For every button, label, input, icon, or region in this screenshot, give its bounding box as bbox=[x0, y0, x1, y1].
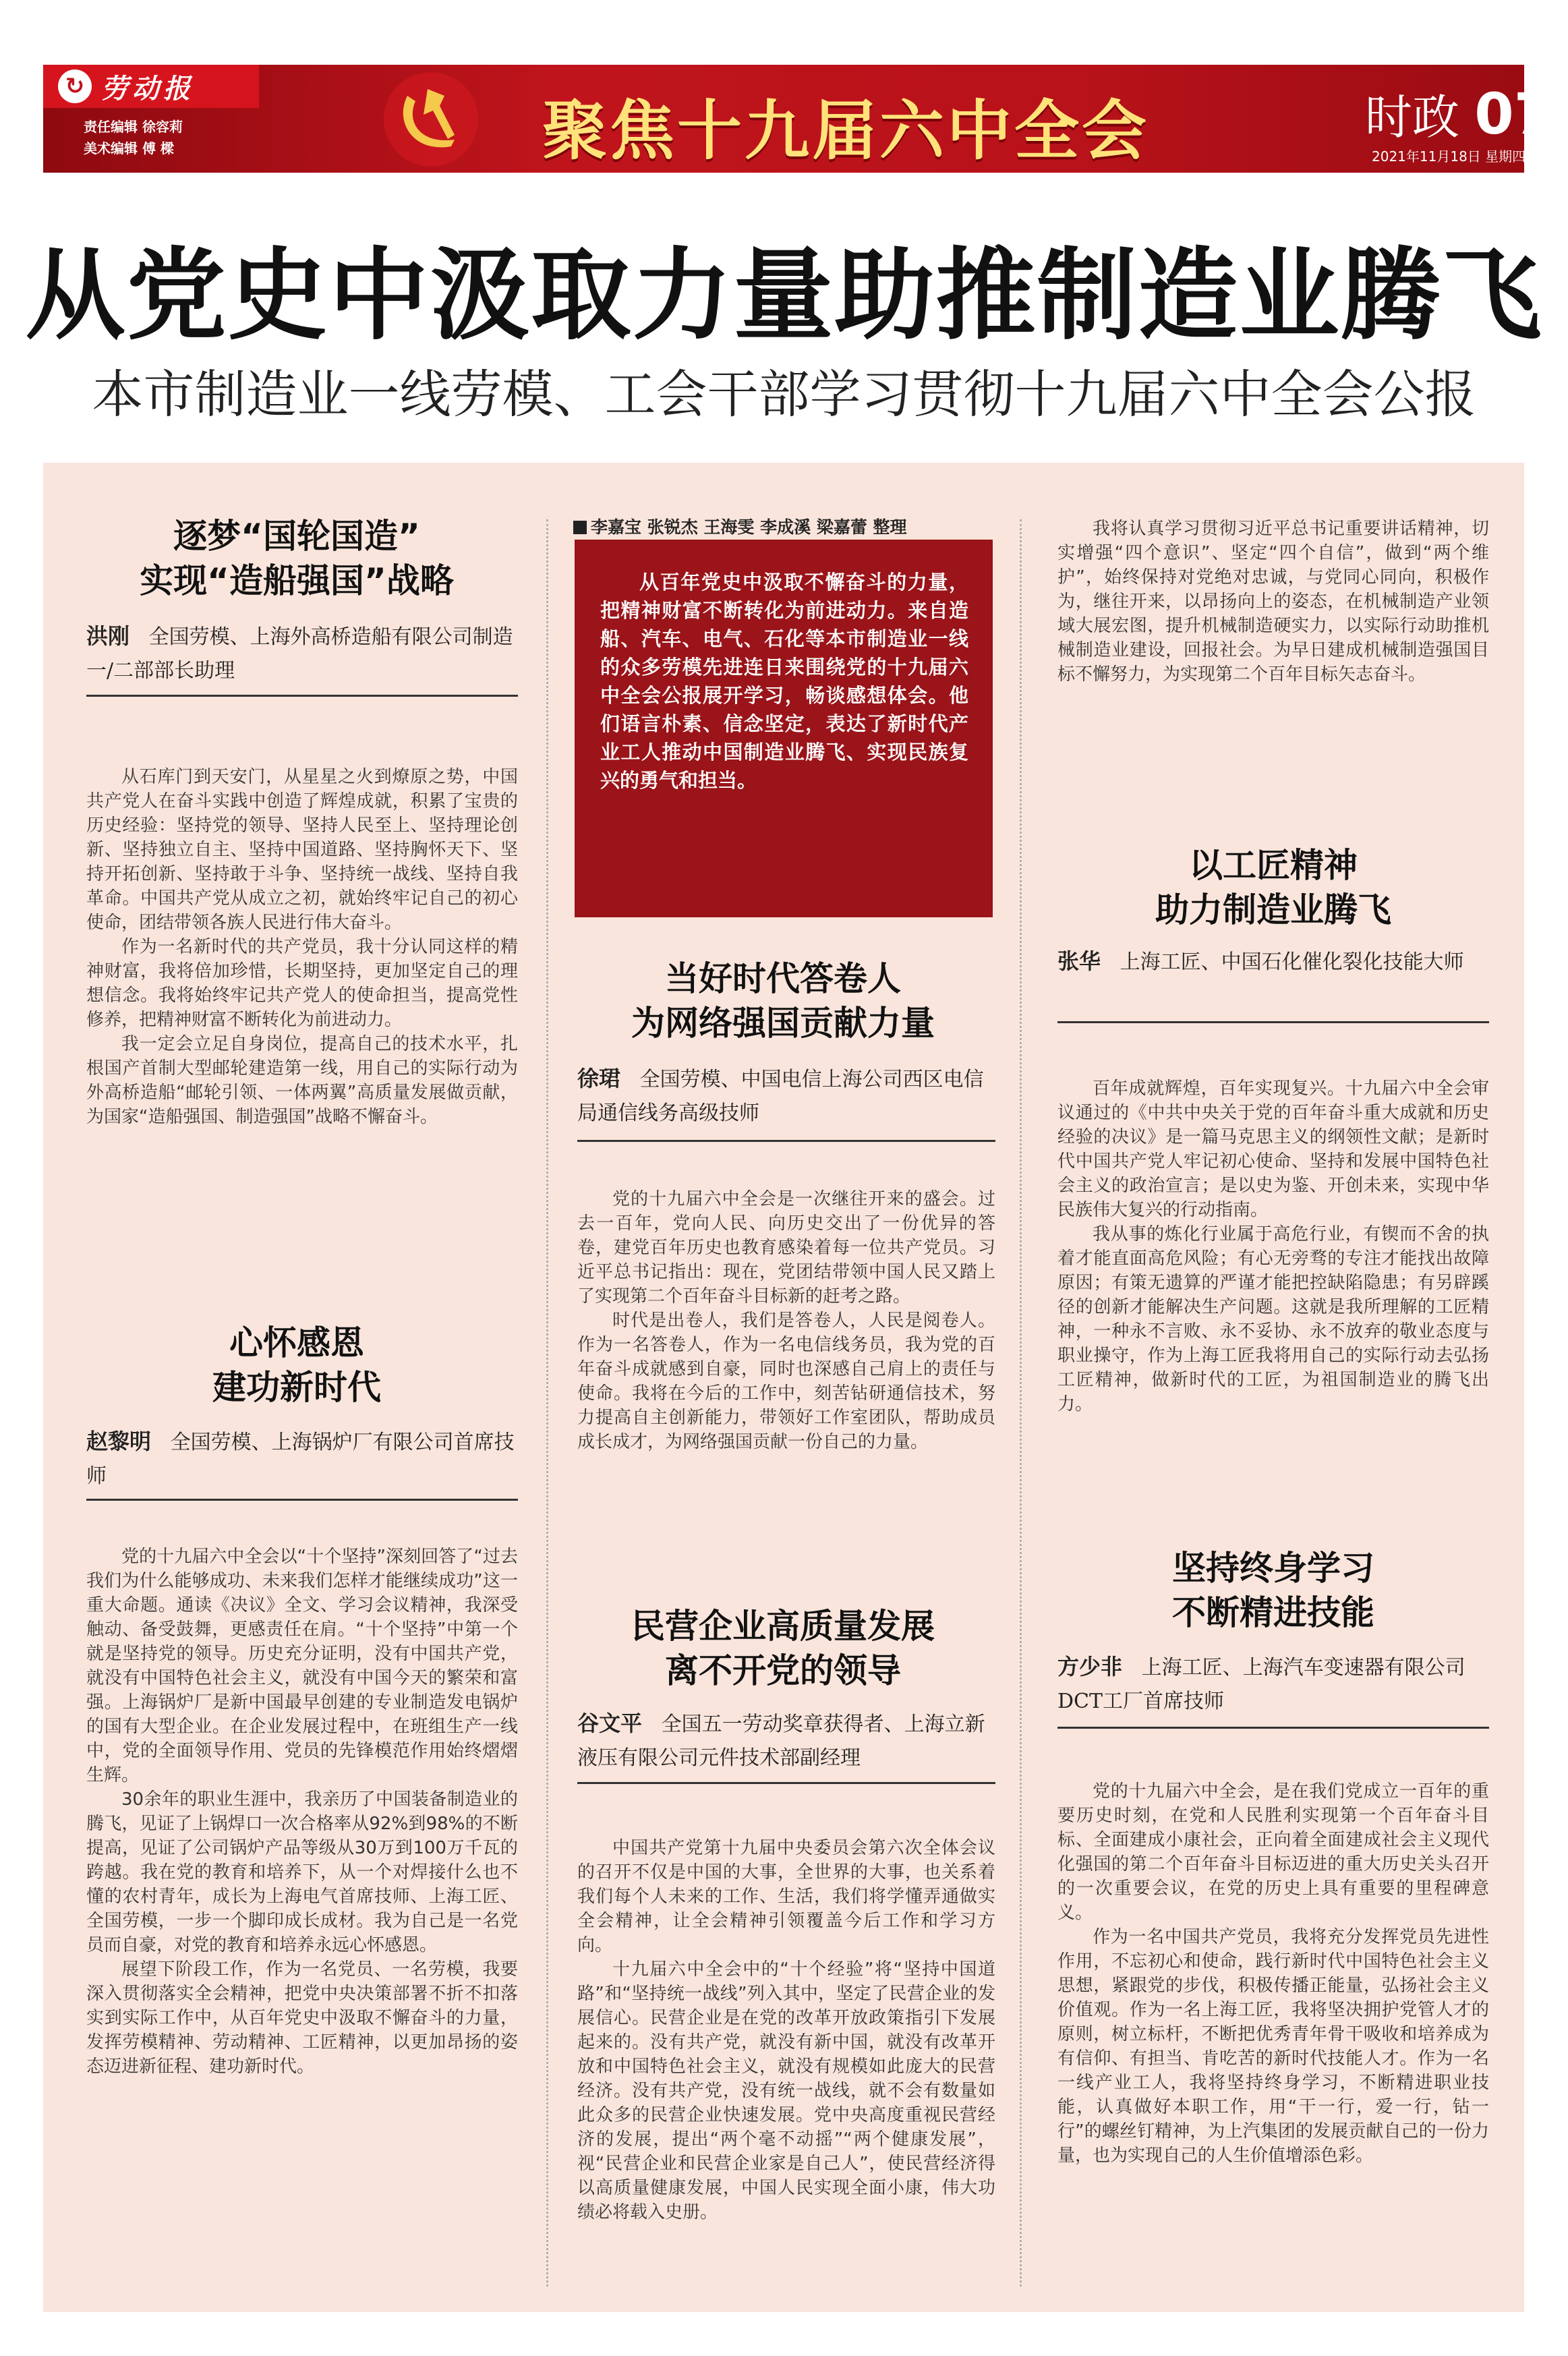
paragraph: 百年成就辉煌，百年实现复兴。十九届六中全会审议通过的《中共中央关于党的百年奋斗重大成就和历史经验的决议》是一篇马克思主义的纲领性文献；是新时代中国共产党人牢记初心使命、坚持和发展中国特色社会主义的政治宣言；是以史为鉴、开创未来，实现中华民族伟大复兴的行动指南。 bbox=[1057, 1079, 1489, 1220]
article-body bbox=[577, 1836, 995, 2224]
author-name: 张华 bbox=[1057, 948, 1101, 974]
author-title: 全国劳模、中国电信上海公司西区电信局通信线务高级技师 bbox=[577, 1068, 984, 1125]
article-byline bbox=[577, 1706, 995, 1775]
byline-rule bbox=[577, 1782, 995, 1784]
article-title: 以工匠精神 助力制造业腾飞 bbox=[1155, 846, 1391, 929]
paragraph: 时代是出卷人，我们是答卷人，人民是阅卷人。作为一名答卷人，作为一名电信线务员，我为党的百年奋斗成就感到自豪，同时也深感自己肩上的责任与使命。我将在今后的工作中，刻苦钻研通信技术，努力提高自主创新能力，带领好工作室团队，帮助成员成长成才，为网络强国贡献一份自己的力量。 bbox=[577, 1311, 995, 1452]
logo-icon: ↻ bbox=[58, 69, 92, 103]
paragraph: 十九届六中全会中的“十个经验”将“坚持中国道路”和“坚持统一战线”列入其中，坚定了民营企业的发展信心。民营企业是在党的改革开放政策指引下发展起来的。没有共产党，就没有新中国，就没有改革开放和中国特色社会主义，就没有规模如此庞大的民营经济。没有共产党，没有统一战线，就不会有数量如此众多的民营企业快速发展。党中央高度重视民营经济的发展，提出“两个毫不动摇”“两个健康发展”，视“民营企业和民营企业家是自己人”，使民营经济得以高质量健康发展，中国人民实现全面小康，伟大功绩必将载入史册。 bbox=[577, 1959, 995, 2222]
author-name: 洪刚 bbox=[86, 623, 130, 649]
section-label bbox=[1365, 80, 1553, 148]
paragraph: 我一定会立足自身岗位，提高自己的技术水平，扎根国产首制大型邮轮建造第一线，用自己的实际行动为外高桥造船“邮轮引领、一体两翼”高质量发展做贡献，为国家“造船强国、制造强国”战略不懈奋斗。 bbox=[86, 1034, 518, 1127]
paragraph: 我将认真学习贯彻习近平总书记重要讲话精神，切实增强“四个意识”、坚定“四个自信”，做到“两个维护”，始终保持对党绝对忠诚，与党同心同向，积极作为，继往开来，以昂扬向上的姿态，在机械制造产业领域大展宏图，提升机械制造硬实力，以实际行动助推机械制造业建设，回报社会。为早日建成机械制造强国目标不懈努力，为实现第二个百年目标矢志奋斗。 bbox=[1057, 519, 1489, 685]
article-title: 民营企业高质量发展 离不开党的领导 bbox=[631, 1607, 935, 1690]
issue-date: 2021年11月18日 星期四 bbox=[1372, 148, 1526, 165]
logo-row bbox=[43, 65, 259, 108]
bullet-square-icon bbox=[573, 521, 587, 534]
paragraph: 展望下阶段工作，作为一名党员、一名劳模，我要深入贯彻落实全会精神，把党中央决策部署不折不扣落实到实际工作中，从百年党史中汲取不懈奋斗的力量，发挥劳模精神、劳动精神、工匠精神，以更加昂扬的姿态迈进新征程、建功新时代。 bbox=[86, 1959, 518, 2077]
masthead-banner bbox=[43, 65, 1554, 173]
article-title: 逐梦“国轮国造” 实现“造船强国”战略 bbox=[140, 517, 454, 600]
author-title: 全国劳模、上海锅炉厂有限公司首席技师 bbox=[86, 1431, 515, 1488]
article-body-continued bbox=[1057, 517, 1489, 687]
byline-rule bbox=[86, 695, 518, 697]
banner-title: 聚焦十九届六中全会 bbox=[542, 93, 1149, 169]
article-body bbox=[577, 1187, 995, 1454]
article-title: 坚持终身学习 不断精进技能 bbox=[1172, 1549, 1374, 1632]
author-name: 赵黎明 bbox=[86, 1429, 152, 1454]
paragraph: 我从事的炼化行业属于高危行业，有锲而不舍的执着才能直面高危风险；有心无旁骛的专注才能找出故障原因；有策无遗算的严谨才能把控缺陷隐患；有另辟蹊径的创新才能解决生产问题。这就是我所理解的工匠精神，一种永不言败、永不妥协、永不放弃的敬业态度与职业操守，作为上海工匠我将用自己的实际行动去弘扬工匠精神，做新时代的工匠，为祖国制造业的腾飞出力。 bbox=[1057, 1224, 1489, 1414]
author-title: 上海工匠、上海汽车变速器有限公司DCT工厂首席技师 bbox=[1057, 1656, 1465, 1713]
article-byline bbox=[1057, 1650, 1489, 1719]
byline-rule bbox=[86, 1499, 518, 1501]
byline-rule bbox=[1057, 1021, 1489, 1023]
author-name: 谷文平 bbox=[577, 1711, 643, 1736]
paragraph: 党的十九届六中全会以“十个坚持”深刻回答了“过去我们为什么能够成功、未来我们怎样才能继续成功”这一重大命题。通读《决议》全文、学习会议精神，我深受触动、备受鼓舞，更感责任在肩。“十个坚持”中第一个就是坚持党的领导。历史充分证明，没有中国共产党，就没有中国特色社会主义，就没有中国今天的繁荣和富强。上海锅炉厂是新中国最早创建的专业制造发电锅炉的国有大型企业。在企业发展过程中，在班组生产一线中，党的全面领导作用、党员的先锋模范作用始终熠熠生辉。 bbox=[86, 1547, 518, 1785]
author-title: 全国劳模、上海外高桥造船有限公司制造一/二部部长助理 bbox=[86, 625, 513, 683]
paper-name: 劳动报 bbox=[101, 72, 194, 105]
article-title: 当好时代答卷人 为网络强国贡献力量 bbox=[631, 959, 935, 1043]
author-title: 上海工匠、中国石化催化裂化技能大师 bbox=[1120, 950, 1464, 974]
summary-text: 从百年党史中汲取不懈奋斗的力量，把精神财富不断转化为前进动力。来自造船、汽车、电气、石化等本市制造业一线的众多劳模先进连日来围绕党的十九届六中全会公报展开学习，畅谈感想体会。他们语言朴素、信念坚定，表达了新时代产业工人推动中国制造业腾飞、实现民族复兴的勇气和担当。 bbox=[600, 571, 968, 792]
editor-line-2: 美术编辑 傅 樑 bbox=[84, 140, 174, 156]
column-divider bbox=[1020, 519, 1022, 2287]
article-byline bbox=[86, 619, 518, 688]
article-body bbox=[1057, 1779, 1489, 2168]
page-subheadline: 本市制造业一线劳模、工会干部学习贯彻十九届六中全会公报 bbox=[92, 364, 1476, 424]
editor-line-1: 责任编辑 徐容莉 bbox=[84, 119, 183, 135]
party-emblem-icon bbox=[380, 69, 482, 170]
byline-rule bbox=[577, 1140, 995, 1142]
paragraph: 作为一名中国共产党员，我将充分发挥党员先进性作用，不忘初心和使命，践行新时代中国特色社会主义思想，紧跟党的步伐，积极传播正能量，弘扬社会主义价值观。作为一名上海工匠，我将坚决拥护党管人才的原则，树立标杆，不断把优秀青年骨干吸收和培养成为有信仰、有担当、肯吃苦的新时代技能人才。作为一名一线产业工人，我将坚持终身学习，不断精进职业技能，认真做好本职工作，用“干一行，爱一行，钻一行”的螺丝钉精神，为上汽集团的发展贡献自己的一份力量，也为实现自己的人生价值增添色彩。 bbox=[1057, 1927, 1489, 2166]
paragraph: 从石库门到天安门，从星星之火到燎原之势，中国共产党人在奋斗实践中创造了辉煌成就，积累了宝贵的历史经验：坚持党的领导、坚持人民至上、坚持理论创新、坚持独立自主、坚持中国道路、坚持胸怀天下、坚持开拓创新、坚持敢于斗争、坚持统一战线、坚持自我革命。中国共产党从成立之初，就始终牢记自己的初心使命，团结带领各族人民进行伟大奋斗。 bbox=[86, 767, 518, 933]
article-byline bbox=[1057, 944, 1489, 979]
article-byline bbox=[86, 1425, 518, 1493]
article-byline bbox=[577, 1062, 995, 1130]
paragraph: 党的十九届六中全会，是在我们党成立一百年的重要历史时刻，在党和人民胜利实现第一个百年奋斗目标、全面建成小康社会，正向着全面建成社会主义现代化强国的第二个百年奋斗目标迈进的重大历史关头召开的一次重要会议，在党的历史上具有重要的里程碑意义。 bbox=[1057, 1781, 1489, 1923]
author-name: 徐珺 bbox=[577, 1066, 621, 1091]
column-divider bbox=[546, 519, 548, 2287]
paragraph: 30余年的职业生涯中，我亲历了中国装备制造业的腾飞，见证了上锅焊口一次合格率从92%到98%的不断提高，见证了公司锅炉产品等级从30万到100万千瓦的跨越。我在党的教育和培养下，从一个对焊接什么也不懂的农村青年，成长为上海电气首席技师、上海工匠、全国劳模，一步一个脚印成长成材。我为自己是一名党员而自豪，对党的教育和培养永远心怀感恩。 bbox=[86, 1789, 518, 1955]
compiled-by-credit: 李嘉宝 张锐杰 王海雯 李成溪 梁嘉蕾 整理 bbox=[573, 514, 907, 538]
author-name: 方少非 bbox=[1057, 1654, 1123, 1679]
paragraph: 作为一名新时代的共产党员，我十分认同这样的精神财富，我将倍加珍惜，长期坚持，更加坚定自己的理想信念。我将始终牢记共产党人的使命担当，提高党性修养，把精神财富不断转化为前进动力。 bbox=[86, 937, 518, 1030]
byline-rule bbox=[1057, 1727, 1489, 1729]
page-headline: 从党史中汲取力量助推制造业腾飞 bbox=[25, 236, 1543, 353]
article-body bbox=[86, 1545, 518, 2079]
paragraph: 党的十九届六中全会是一次继往开来的盛会。过去一百年，党向人民、向历史交出了一份优异的答卷，建党百年历史也教育感染着每一位共产党员。习近平总书记指出：现在，党团结带领中国人民又踏上了实现第二个百年奋斗目标新的赶考之路。 bbox=[577, 1189, 995, 1306]
paragraph: 中国共产党第十九届中央委员会第六次全体会议的召开不仅是中国的大事，全世界的大事，也关系着我们每个人未来的工作、生活，我们将学懂弄通做实全会精神，让全会精神引领覆盖今后工作和学习方向。 bbox=[577, 1838, 995, 1955]
page-number: 07 bbox=[1474, 81, 1554, 147]
newspaper-logo-block bbox=[43, 65, 259, 173]
article-title: 心怀感恩 建功新时代 bbox=[212, 1323, 381, 1407]
article-body bbox=[1057, 1076, 1489, 1416]
article-body bbox=[86, 765, 518, 1129]
editors-credit bbox=[84, 116, 183, 159]
author-title: 全国五一劳动奖章获得者、上海立新液压有限公司元件技术部副经理 bbox=[577, 1713, 985, 1770]
section-name: 时政 bbox=[1365, 90, 1459, 145]
summary-box bbox=[575, 540, 993, 917]
